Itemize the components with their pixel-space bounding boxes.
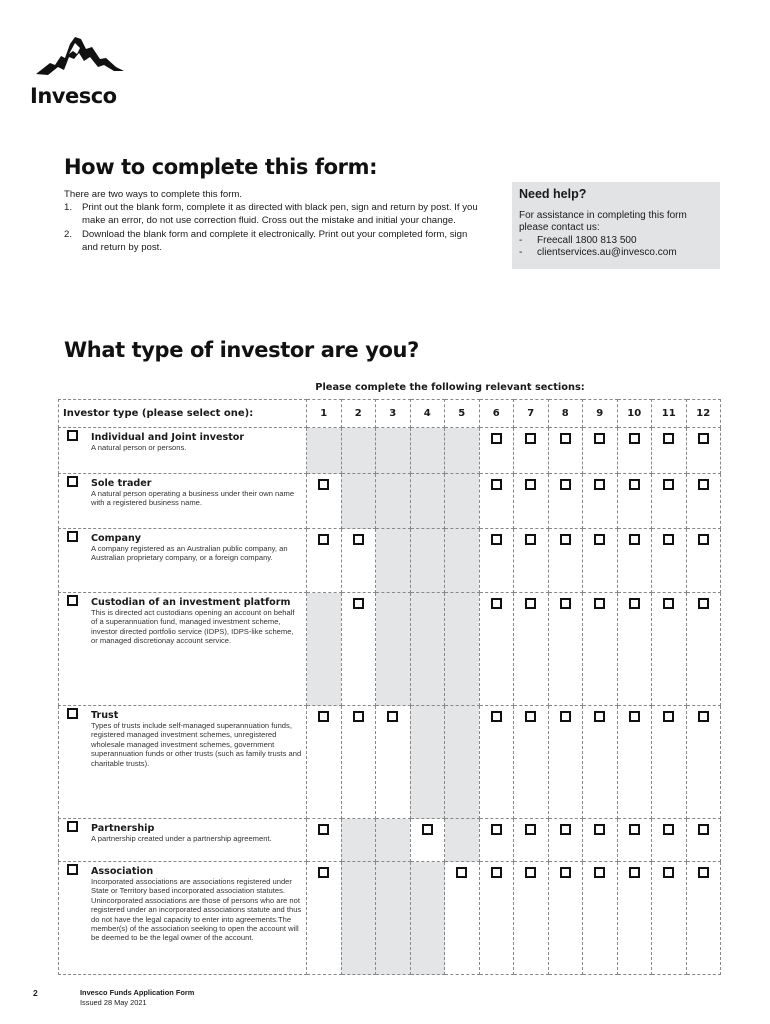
how-to-step — [64, 201, 484, 227]
section-cell — [583, 529, 618, 593]
section-7-checkbox[interactable] — [525, 534, 536, 545]
section-11-checkbox[interactable] — [663, 433, 674, 444]
section-cell — [376, 706, 411, 819]
investor-type-name: Sole trader — [91, 478, 152, 489]
section-6-checkbox[interactable] — [491, 867, 502, 878]
section-7-checkbox[interactable] — [525, 711, 536, 722]
table-row — [59, 428, 721, 474]
section-12-checkbox[interactable] — [698, 824, 709, 835]
section-cell — [514, 529, 549, 593]
section-6-checkbox[interactable] — [491, 433, 502, 444]
section-7-checkbox[interactable] — [525, 867, 536, 878]
section-cell — [479, 428, 514, 474]
section-10-checkbox[interactable] — [629, 433, 640, 444]
help-contact-email — [519, 247, 713, 260]
section-10-checkbox[interactable] — [629, 824, 640, 835]
section-cell — [479, 593, 514, 706]
section-10-checkbox[interactable] — [629, 867, 640, 878]
section-cell — [686, 428, 721, 474]
investor-type-description: A natural person operating a business under their own name with a registered business name. — [91, 489, 295, 508]
table-header-row — [59, 400, 721, 428]
section-3-checkbox[interactable] — [387, 711, 398, 722]
investor-type-checkbox[interactable] — [67, 430, 78, 441]
section-cell-not-applicable — [445, 593, 480, 706]
section-cell-not-applicable — [341, 862, 376, 975]
section-cell-not-applicable — [376, 819, 411, 862]
section-cell — [686, 706, 721, 819]
investor-type-text — [91, 819, 306, 843]
section-number-header: 12 — [686, 400, 721, 428]
section-cell — [307, 706, 342, 819]
section-7-checkbox[interactable] — [525, 598, 536, 609]
section-number-header: 3 — [376, 400, 411, 428]
section-cell — [514, 819, 549, 862]
section-cell-not-applicable — [376, 862, 411, 975]
help-contact-phone — [519, 235, 713, 248]
section-cell — [652, 593, 687, 706]
brand-name: Invesco — [30, 84, 117, 108]
section-number-header: 7 — [514, 400, 549, 428]
section-cell — [686, 819, 721, 862]
section-cell-not-applicable — [445, 706, 480, 819]
section-7-checkbox[interactable] — [525, 433, 536, 444]
section-number-header: 9 — [583, 400, 618, 428]
investor-type-name: Association — [91, 866, 154, 877]
section-12-checkbox[interactable] — [698, 534, 709, 545]
how-to-steps — [64, 201, 484, 254]
section-cell — [652, 862, 687, 975]
investor-type-cell — [59, 862, 307, 975]
section-cell — [479, 529, 514, 593]
section-10-checkbox[interactable] — [629, 598, 640, 609]
help-text: For assistance in completing this form please contact us: — [519, 209, 687, 234]
section-cell — [652, 819, 687, 862]
section-cell — [583, 428, 618, 474]
investor-type-cell — [59, 593, 307, 706]
section-1-checkbox[interactable] — [318, 711, 329, 722]
section-cell — [652, 529, 687, 593]
section-cell — [341, 593, 376, 706]
section-cell-not-applicable — [376, 428, 411, 474]
section-cell-not-applicable — [445, 474, 480, 529]
footer — [80, 988, 194, 1007]
section-cell — [479, 819, 514, 862]
how-to-intro: There are two ways to complete this form. — [64, 189, 243, 200]
section-cell — [307, 529, 342, 593]
section-number-header: 4 — [410, 400, 445, 428]
investor-type-text — [91, 428, 306, 452]
investor-type-description: A partnership created under a partnership agreement. — [91, 834, 272, 843]
section-5-checkbox[interactable] — [456, 867, 467, 878]
section-cell — [307, 474, 342, 529]
section-number-header: 1 — [307, 400, 342, 428]
section-cell-not-applicable — [307, 593, 342, 706]
how-to-title: How to complete this form: — [64, 155, 378, 179]
how-to-step — [64, 228, 484, 254]
section-9-checkbox[interactable] — [594, 711, 605, 722]
investor-type-checkbox[interactable] — [67, 708, 78, 719]
section-cell-not-applicable — [445, 819, 480, 862]
section-1-checkbox[interactable] — [318, 824, 329, 835]
section-12-checkbox[interactable] — [698, 867, 709, 878]
investor-type-name: Individual and Joint investor — [91, 432, 245, 443]
mountain-logo-icon — [34, 34, 126, 86]
section-8-checkbox[interactable] — [560, 598, 571, 609]
section-12-checkbox[interactable] — [698, 598, 709, 609]
section-cell — [445, 862, 480, 975]
table-row — [59, 474, 721, 529]
investor-type-cell — [59, 819, 307, 862]
investor-type-table — [58, 399, 721, 975]
investor-type-description: Incorporated associations are associations registered under State or Territory based incorporated association statutes. Unincorporated associations are those of persons who are not registered under an incorporated associations statute and thus do not have the legal capacity to enter into agreements.The member(s) of the association seeking to open the account will be deemed to be the legal owner of the account. — [91, 877, 302, 943]
section-10-checkbox[interactable] — [629, 479, 640, 490]
section-12-checkbox[interactable] — [698, 711, 709, 722]
contact-dash: - — [519, 234, 523, 246]
section-11-checkbox[interactable] — [663, 867, 674, 878]
section-cell — [479, 706, 514, 819]
investor-type-header: Investor type (please select one): — [59, 400, 307, 428]
section-cell — [410, 819, 445, 862]
section-cell — [686, 862, 721, 975]
section-cell-not-applicable — [341, 428, 376, 474]
section-2-checkbox[interactable] — [353, 711, 364, 722]
section-cell — [617, 428, 652, 474]
footer-title: Invesco Funds Application Form — [80, 988, 195, 997]
section-cell — [617, 819, 652, 862]
section-cell — [548, 529, 583, 593]
section-cell-not-applicable — [410, 862, 445, 975]
section-cell-not-applicable — [410, 593, 445, 706]
section-11-checkbox[interactable] — [663, 824, 674, 835]
section-cell-not-applicable — [445, 529, 480, 593]
section-cell-not-applicable — [341, 819, 376, 862]
table-row — [59, 529, 721, 593]
table-row — [59, 593, 721, 706]
section-2-checkbox[interactable] — [353, 534, 364, 545]
section-6-checkbox[interactable] — [491, 598, 502, 609]
section-cell — [686, 474, 721, 529]
section-cell — [548, 428, 583, 474]
help-box — [512, 182, 720, 269]
section-cell — [617, 862, 652, 975]
section-cell — [686, 529, 721, 593]
investor-type-text — [91, 474, 306, 508]
step-text: Print out the blank form, complete it as directed with black pen, sign and return by post. If you make an error, do not use correction fluid. Cross out the mistake and initial your change. — [82, 202, 478, 227]
step-number: 2. — [64, 228, 73, 240]
investor-type-text — [91, 593, 306, 646]
section-cell — [479, 862, 514, 975]
section-number-header: 11 — [652, 400, 687, 428]
section-cell — [514, 428, 549, 474]
help-title: Need help? — [519, 187, 587, 201]
investor-type-text — [91, 862, 306, 943]
investor-type-title: What type of investor are you? — [64, 338, 419, 362]
table-row — [59, 862, 721, 975]
section-cell — [583, 593, 618, 706]
section-cell — [617, 474, 652, 529]
section-9-checkbox[interactable] — [594, 534, 605, 545]
how-to-instructions — [64, 188, 484, 254]
sections-subtitle: Please complete the following relevant sections: — [315, 382, 585, 393]
section-cell-not-applicable — [410, 529, 445, 593]
section-cell — [686, 593, 721, 706]
investor-type-text — [91, 706, 306, 768]
investor-type-cell — [59, 706, 307, 819]
investor-type-cell — [59, 529, 307, 593]
section-1-checkbox[interactable] — [318, 479, 329, 490]
section-cell — [514, 862, 549, 975]
investor-type-description: A company registered as an Australian public company, an Australian proprietary company, or a foreign company. — [91, 544, 288, 563]
section-9-checkbox[interactable] — [594, 824, 605, 835]
section-cell — [652, 474, 687, 529]
section-cell — [341, 529, 376, 593]
section-cell-not-applicable — [376, 474, 411, 529]
section-6-checkbox[interactable] — [491, 534, 502, 545]
section-cell — [514, 474, 549, 529]
investor-type-checkbox[interactable] — [67, 476, 78, 487]
investor-type-name: Trust — [91, 710, 119, 721]
section-6-checkbox[interactable] — [491, 824, 502, 835]
section-11-checkbox[interactable] — [663, 711, 674, 722]
section-number-header: 2 — [341, 400, 376, 428]
footer-issued: Issued 28 May 2021 — [80, 997, 147, 1007]
section-9-checkbox[interactable] — [594, 867, 605, 878]
section-cell — [548, 474, 583, 529]
section-11-checkbox[interactable] — [663, 534, 674, 545]
section-10-checkbox[interactable] — [629, 534, 640, 545]
section-cell — [617, 706, 652, 819]
investor-type-cell — [59, 428, 307, 474]
section-cell — [617, 593, 652, 706]
section-number-header: 8 — [548, 400, 583, 428]
investor-type-cell — [59, 474, 307, 529]
section-cell — [479, 474, 514, 529]
section-cell-not-applicable — [410, 706, 445, 819]
section-8-checkbox[interactable] — [560, 824, 571, 835]
section-1-checkbox[interactable] — [318, 867, 329, 878]
table-row — [59, 706, 721, 819]
section-number-header: 6 — [479, 400, 514, 428]
section-2-checkbox[interactable] — [353, 598, 364, 609]
investor-type-description: This is directed act custodians opening an account on behalf of a superannuation fund, managed investment scheme, investor directed portfolio service (IDPS), IDPS-like scheme, or managed discretionay account service. — [91, 608, 295, 646]
investor-type-rows — [59, 428, 721, 975]
section-cell — [307, 819, 342, 862]
section-cell — [548, 862, 583, 975]
investor-type-description: Types of trusts include self-managed superannuation funds, registered managed investment schemes, unregistered wholesale managed investment schemes, government superannuation funds or other trusts (such as family trusts and charitable trusts). — [91, 721, 302, 768]
section-8-checkbox[interactable] — [560, 433, 571, 444]
section-cell — [583, 706, 618, 819]
investor-type-name: Partnership — [91, 823, 155, 834]
step-text: Download the blank form and complete it electronically. Print out your completed form, sign and return by post. — [82, 228, 468, 253]
section-cell — [583, 474, 618, 529]
section-cell — [514, 593, 549, 706]
section-cell — [583, 819, 618, 862]
investor-type-description: A natural person or persons. — [91, 443, 187, 452]
contact-text: Freecall 1800 813 500 — [537, 234, 637, 246]
section-11-checkbox[interactable] — [663, 479, 674, 490]
contact-text[interactable]: clientservices.au@invesco.com — [537, 247, 677, 259]
section-cell — [652, 428, 687, 474]
investor-type-checkbox[interactable] — [67, 821, 78, 832]
investor-type-checkbox[interactable] — [67, 531, 78, 542]
section-12-checkbox[interactable] — [698, 433, 709, 444]
section-8-checkbox[interactable] — [560, 479, 571, 490]
section-cell — [548, 593, 583, 706]
investor-type-checkbox[interactable] — [67, 595, 78, 606]
section-cell — [548, 706, 583, 819]
section-cell-not-applicable — [410, 474, 445, 529]
section-4-checkbox[interactable] — [422, 824, 433, 835]
section-6-checkbox[interactable] — [491, 711, 502, 722]
section-cell-not-applicable — [376, 593, 411, 706]
section-7-checkbox[interactable] — [525, 479, 536, 490]
section-10-checkbox[interactable] — [629, 711, 640, 722]
investor-type-text — [91, 529, 306, 563]
step-number: 1. — [64, 202, 73, 214]
section-number-header: 5 — [445, 400, 480, 428]
section-9-checkbox[interactable] — [594, 598, 605, 609]
section-cell — [548, 819, 583, 862]
section-7-checkbox[interactable] — [525, 824, 536, 835]
section-11-checkbox[interactable] — [663, 598, 674, 609]
table-row — [59, 819, 721, 862]
section-1-checkbox[interactable] — [318, 534, 329, 545]
investor-type-name: Custodian of an investment platform — [91, 597, 291, 608]
section-6-checkbox[interactable] — [491, 479, 502, 490]
section-8-checkbox[interactable] — [560, 867, 571, 878]
section-cell-not-applicable — [445, 428, 480, 474]
section-cell — [514, 706, 549, 819]
section-cell-not-applicable — [341, 474, 376, 529]
section-cell — [652, 706, 687, 819]
section-cell — [307, 862, 342, 975]
section-8-checkbox[interactable] — [560, 711, 571, 722]
section-cell — [341, 706, 376, 819]
contact-dash: - — [519, 247, 523, 259]
section-cell-not-applicable — [376, 529, 411, 593]
section-12-checkbox[interactable] — [698, 479, 709, 490]
invesco-logo — [30, 34, 125, 109]
section-cell-not-applicable — [410, 428, 445, 474]
section-cell — [583, 862, 618, 975]
investor-type-name: Company — [91, 533, 142, 544]
section-cell-not-applicable — [307, 428, 342, 474]
investor-type-checkbox[interactable] — [67, 864, 78, 875]
section-8-checkbox[interactable] — [560, 534, 571, 545]
section-9-checkbox[interactable] — [594, 479, 605, 490]
section-number-header: 10 — [617, 400, 652, 428]
section-9-checkbox[interactable] — [594, 433, 605, 444]
page-number: 2 — [33, 988, 38, 998]
section-cell — [617, 529, 652, 593]
